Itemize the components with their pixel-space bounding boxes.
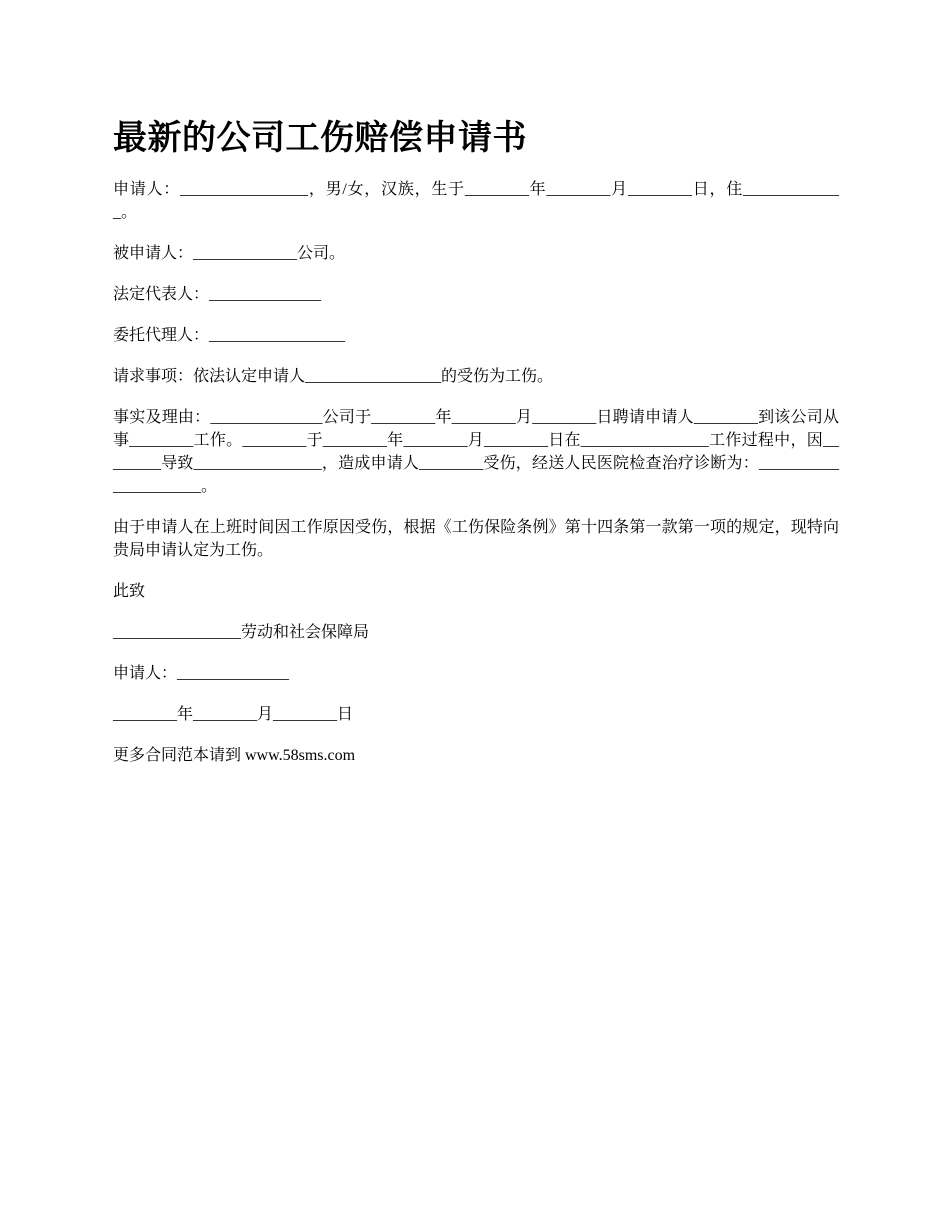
footer-website-paragraph: 更多合同范本请到 www.58sms.com xyxy=(113,747,356,764)
respondent-paragraph: 被申请人：_____________公司。 xyxy=(113,245,346,262)
applicant-info-paragraph: 申请人：________________，男/女，汉族，生于________年________月________日，住_____________。 xyxy=(113,181,839,221)
recipient-bureau-paragraph: ________________劳动和社会保障局 xyxy=(113,624,370,641)
signature-date-paragraph: ________年________月________日 xyxy=(113,706,354,723)
facts-reasons-paragraph: 事实及理由：______________公司于________年________月________日聘请申请人________到该公司从事________工作。________于________年________月________日在________________工作过程中，因________导致________________，造成申请人________受伤，经送人民医院检查治疗诊断为：_____________________。 xyxy=(113,409,839,495)
legal-representative-paragraph: 法定代表人：______________ xyxy=(113,286,322,303)
signature-applicant-paragraph: 申请人：______________ xyxy=(113,665,290,682)
salutation-paragraph: 此致 xyxy=(113,583,146,600)
authorized-agent-paragraph: 委托代理人：_________________ xyxy=(113,327,346,344)
document-title: 最新的公司工伤赔偿申请书 xyxy=(113,118,527,158)
document-page xyxy=(113,112,839,785)
basis-paragraph: 由于申请人在上班时间因工作原因受伤，根据《工伤保险条例》第十四条第一款第一项的规定，现特向贵局申请认定为工伤。 xyxy=(113,519,839,559)
request-paragraph: 请求事项：依法认定申请人_________________的受伤为工伤。 xyxy=(113,368,554,385)
